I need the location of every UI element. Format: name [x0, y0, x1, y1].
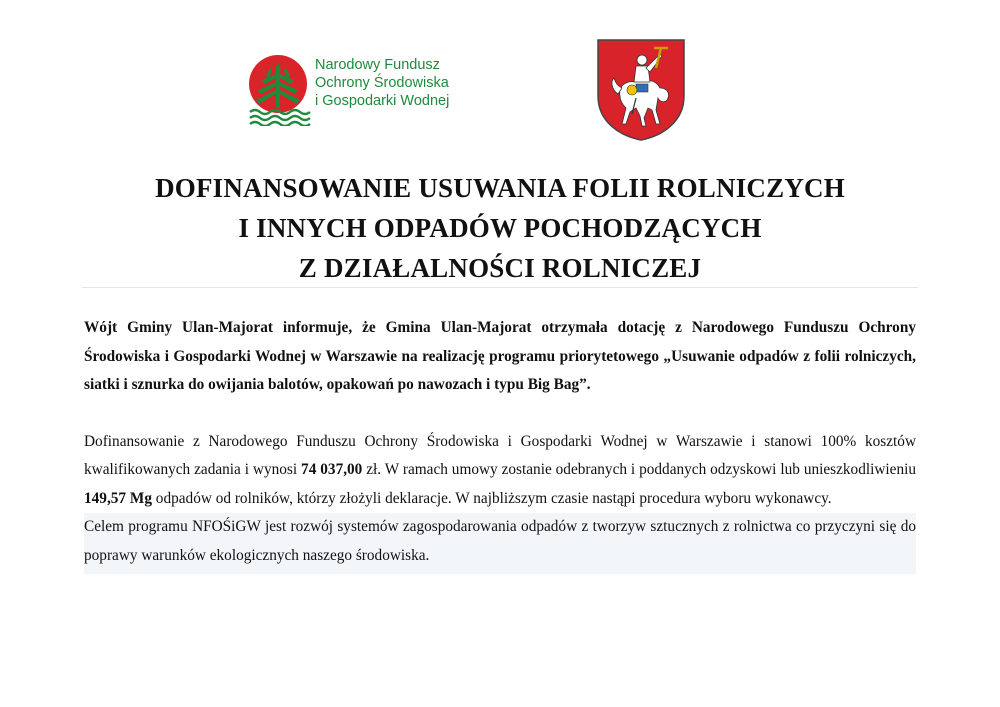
divider — [82, 287, 918, 288]
coat-of-arms-icon — [596, 38, 686, 142]
nfosigw-logo — [248, 54, 468, 126]
nfosigw-wordmark — [315, 56, 449, 110]
document-title — [60, 168, 940, 288]
nfosigw-line1: Narodowy Fundusz — [315, 57, 440, 73]
funding-amount: 74 037,00 — [301, 461, 363, 478]
nfosigw-emblem-icon — [248, 54, 312, 126]
title-line-3: Z DZIAŁALNOŚCI ROLNICZEJ — [298, 253, 702, 283]
program-goal-paragraph: Celem programu NFOŚiGW jest rozwój systemów zagospodarowania odpadów z tworzyw sztucznych z rolnictwa co przyczyni się do poprawy warunków ekologicznych naszego środowiska. — [84, 513, 916, 574]
announcement-paragraph: Wójt Gminy Ulan-Majorat informuje, że Gmina Ulan-Majorat otrzymała dotację z Narodowego Funduszu Ochrony Środowiska i Gospodarki Wodnej w Warszawie na realizację programu priorytetowego „Usuwanie odpadów z folii rolniczych, siatki i sznurka do owijania balotów, opakowań po nawozach i typu Big Bag”. — [84, 319, 916, 393]
document-body — [84, 314, 916, 574]
nfosigw-line3: i Gospodarki Wodnej — [315, 93, 450, 109]
funding-text-2: zł. W ramach umowy zostanie odebranych i poddanych odzyskowi lub unieszkodliwieniu — [362, 461, 916, 478]
nfosigw-line2: Ochrony Środowiska — [315, 75, 449, 91]
waste-mass: 149,57 Mg — [84, 489, 152, 507]
title-line-2: I INNYCH ODPADÓW POCHODZĄCYCH — [238, 213, 762, 243]
funding-text-1: Dofinansowanie z Narodowego Funduszu Ochrony Środowiska i Gospodarki Wodnej w Warszawie i stanowi 100% kosztów kwalifikowanych zadania i wynosi — [84, 432, 916, 478]
logos-header — [0, 38, 1000, 148]
title-line-1: DOFINANSOWANIE USUWANIA FOLII ROLNICZYCH — [155, 173, 845, 203]
funding-paragraph — [84, 428, 916, 514]
funding-text-3: odpadów od rolników, którzy złożyli deklaracje. W najbliższym czasie nastąpi procedura wyboru wykonawcy. — [151, 489, 832, 507]
